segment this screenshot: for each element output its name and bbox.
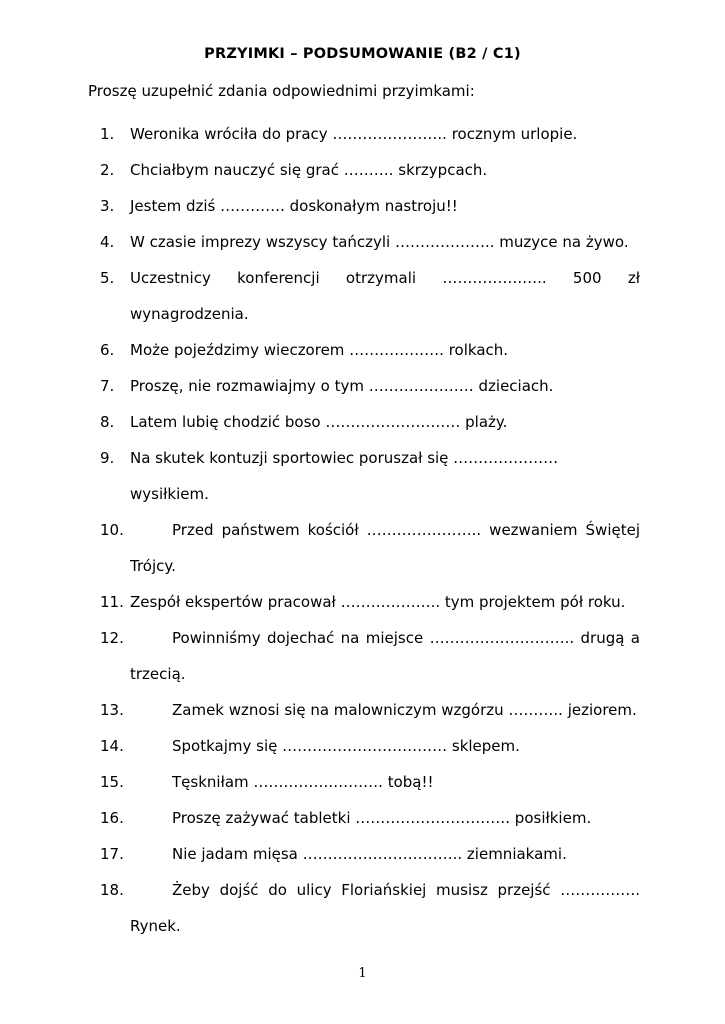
page-title: PRZYIMKI – PODSUMOWANIE (B2 / C1)	[204, 46, 521, 62]
item-number: 6.	[100, 341, 115, 359]
item-number: 4.	[100, 233, 115, 251]
item-number: 8.	[100, 413, 115, 431]
item-text: Latem lubię chodzić boso ……………………… plaży.	[130, 413, 508, 431]
list-item	[100, 872, 640, 944]
item-text: Weronika wróciła do pracy ………………….. rocznym urlopie.	[130, 125, 578, 143]
item-text-continuation: Trójcy.	[130, 557, 176, 575]
list-item	[100, 836, 640, 872]
item-number: 3.	[100, 197, 115, 215]
exercise-list	[100, 116, 640, 944]
item-text-continuation: wynagrodzenia.	[130, 305, 249, 323]
list-item	[100, 332, 640, 368]
item-number: 14.	[100, 737, 124, 755]
list-item	[100, 152, 640, 188]
instruction-text: Proszę uzupełnić zdania odpowiednimi przyimkami:	[88, 82, 475, 100]
item-text: Spotkajmy się …………………………… sklepem.	[172, 737, 520, 755]
item-text: Na skutek kontuzji sportowiec poruszał się ………………… wysiłkiem.	[130, 449, 559, 503]
item-text: Zespół ekspertów pracował ……………….. tym projektem pół roku.	[130, 593, 626, 611]
item-text: Może pojeździmy wieczorem ………………. rolkach.	[130, 341, 509, 359]
list-item	[100, 260, 640, 332]
item-number: 18.	[100, 881, 124, 899]
item-number: 7.	[100, 377, 115, 395]
list-item	[100, 512, 640, 584]
item-text: Nie jadam mięsa ………………………….. ziemniakami.	[172, 845, 567, 863]
item-text-continuation: trzecią.	[130, 665, 186, 683]
item-number: 13.	[100, 701, 124, 719]
item-text: Uczestnicy konferencji otrzymali …………….….. 500 zł	[130, 269, 640, 287]
item-number: 16.	[100, 809, 124, 827]
list-item	[100, 188, 640, 224]
list-item	[100, 692, 640, 728]
item-text: Chciałbym nauczyć się grać ………. skrzypcach.	[130, 161, 488, 179]
list-item	[100, 368, 640, 404]
page-number: 1	[358, 966, 367, 981]
item-text-continuation: Rynek.	[130, 917, 181, 935]
item-number: 10.	[100, 521, 124, 539]
list-item	[100, 224, 640, 260]
list-item	[100, 584, 640, 620]
item-number: 1.	[100, 125, 115, 143]
item-number: 17.	[100, 845, 124, 863]
list-item	[100, 440, 640, 512]
item-text: Przed państwem kościół ………………….. wezwaniem Świętej	[172, 521, 640, 539]
item-text: Tęskniłam …………….………. tobą!!	[172, 773, 434, 791]
item-number: 9.	[100, 449, 115, 467]
list-item	[100, 764, 640, 800]
item-text: Powinniśmy dojechać na miejsce ……………………….. drugą a	[172, 629, 640, 647]
item-number: 11.	[100, 593, 124, 611]
list-item	[100, 800, 640, 836]
item-text: Jestem dziś …………. doskonałym nastroju!!	[130, 197, 458, 215]
item-number: 12.	[100, 629, 124, 647]
item-number: 15.	[100, 773, 124, 791]
item-number: 2.	[100, 161, 115, 179]
item-text: Zamek wznosi się na malowniczym wzgórzu ……….. jeziorem.	[172, 701, 637, 719]
item-text: W czasie imprezy wszyscy tańczyli ……………….. muzyce na żywo.	[130, 233, 629, 251]
item-number: 5.	[100, 269, 115, 287]
list-item	[100, 116, 640, 152]
item-text: Proszę, nie rozmawiajmy o tym ………………… dzieciach.	[130, 377, 554, 395]
item-text: Żeby dojść do ulicy Floriańskiej musisz przejść …………….	[172, 881, 640, 899]
list-item	[100, 620, 640, 692]
item-text: Proszę zażywać tabletki …………………………. posiłkiem.	[172, 809, 592, 827]
list-item	[100, 404, 640, 440]
list-item	[100, 728, 640, 764]
